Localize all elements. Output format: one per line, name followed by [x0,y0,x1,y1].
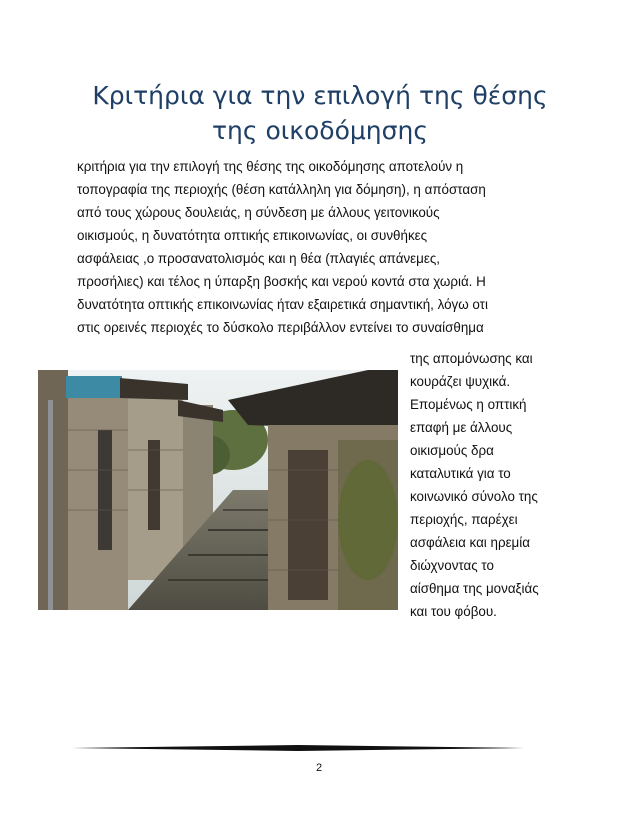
paragraph-line: στις ορεινές περιοχές το δύσκολο περιβάλλον εντείνει το συναίσθημα [77,320,484,335]
side-line: αίσθημα της μοναξιάς [410,581,539,596]
village-alley-illustration [38,370,398,610]
page-number: 2 [315,762,323,774]
side-line: ασφάλεια και ηρεμία [410,535,530,550]
side-line: κουράζει ψυχικά. [410,374,511,389]
paragraph-line: δυνατότητα οπτικής επικοινωνίας ήταν εξαιρετικά σημαντική, λόγω οτι [77,297,488,312]
side-line: καταλυτικά για το [410,466,511,481]
paragraph-line: ασφάλειας ,ο προσανατολισμός και η θέα (πλαγιές απάνεμες, [77,251,440,266]
side-line: επαφή με άλλους [410,420,513,435]
side-line: κοινωνικό σύνολο της [410,489,538,504]
paragraph-line: προσήλιες) και τέλος η ύπαρξη βοσκής και νερού κοντά στα χωριά. Η [77,274,486,289]
side-line: διώχνοντας το [410,558,494,573]
paragraph-line: τοπογραφία της περιοχής (θέση κατάλληλη για δόμηση), η απόσταση [77,182,486,197]
page-title: Κριτήρια για την επιλογή της θέσης της οικοδόμησης [92,81,548,145]
paragraph-line: κριτήρια για την επιλογή της θέσης της οικοδόμησης αποτελούν η [77,159,464,174]
side-line: και του φόβου. [410,604,497,619]
side-paragraph [410,347,570,623]
paragraph-line: οικισμούς, η δυνατότητα οπτικής επικοινωνίας, οι συνθήκες [77,228,428,243]
paragraph-line: από τους χώρους δουλειάς, η σύνδεση με άλλους γειτονικούς [77,205,440,220]
side-line: της απομόνωσης και [410,351,533,366]
side-line: οικισμούς δρα [410,443,494,458]
side-line: περιοχής, παρέχει [410,512,518,527]
village-alley-photo [38,370,398,610]
side-line: Επομένως η οπτική [410,397,527,412]
footer-rule [72,745,524,751]
body-paragraph [77,155,567,339]
